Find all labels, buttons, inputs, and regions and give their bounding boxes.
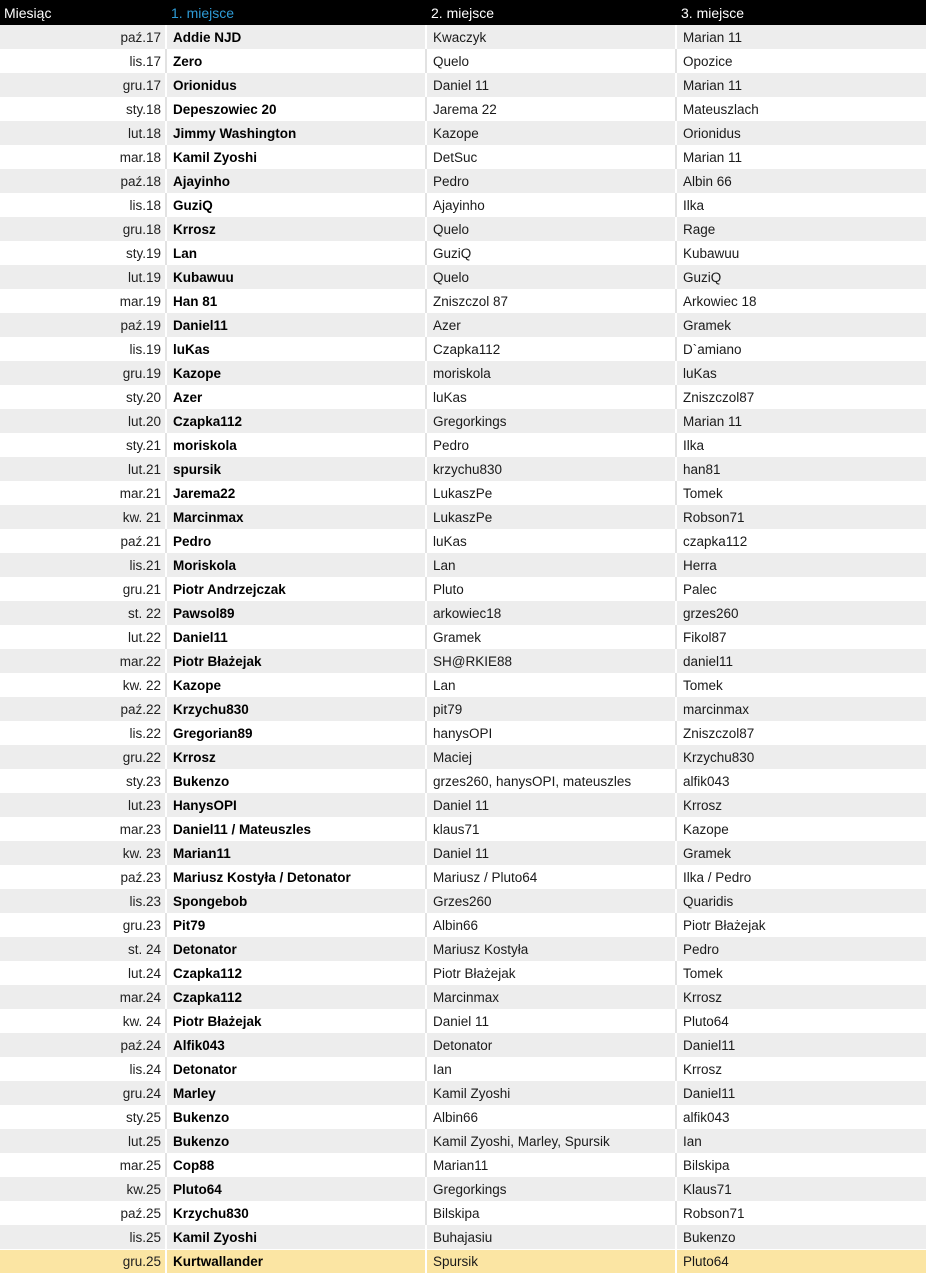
- first-cell: Zero: [165, 49, 425, 73]
- month-cell: gru.23: [0, 913, 165, 937]
- month-cell: gru.24: [0, 1081, 165, 1105]
- third-cell: Tomek: [675, 961, 926, 985]
- first-cell: Spongebob: [165, 889, 425, 913]
- third-cell: Albin 66: [675, 169, 926, 193]
- month-cell: kw. 23: [0, 841, 165, 865]
- month-cell: lis.19: [0, 337, 165, 361]
- first-cell: spursik: [165, 457, 425, 481]
- first-cell: Jarema22: [165, 481, 425, 505]
- table-row: [0, 385, 926, 409]
- month-cell: paź.24: [0, 1033, 165, 1057]
- third-cell: Ilka: [675, 433, 926, 457]
- third-cell: Rage: [675, 217, 926, 241]
- month-cell: st. 24: [0, 937, 165, 961]
- first-cell: Kazope: [165, 361, 425, 385]
- third-cell: Gramek: [675, 841, 926, 865]
- third-cell: Fikol87: [675, 625, 926, 649]
- table-row: [0, 985, 926, 1009]
- third-cell: Marian 11: [675, 409, 926, 433]
- second-cell: Quelo: [425, 49, 675, 73]
- table-row: [0, 73, 926, 97]
- second-cell: Pluto: [425, 577, 675, 601]
- third-cell: Piotr Błażejak: [675, 913, 926, 937]
- table-row: [0, 913, 926, 937]
- third-cell: Zniszczol87: [675, 721, 926, 745]
- second-cell: hanysOPI: [425, 721, 675, 745]
- table-row: [0, 121, 926, 145]
- third-cell: Arkowiec 18: [675, 289, 926, 313]
- first-cell: Pedro: [165, 529, 425, 553]
- second-cell: Daniel 11: [425, 793, 675, 817]
- first-cell: luKas: [165, 337, 425, 361]
- third-cell: Quaridis: [675, 889, 926, 913]
- table-row: [0, 769, 926, 793]
- column-header-first-place: 1. miejsce: [165, 0, 425, 25]
- month-cell: paź.25: [0, 1201, 165, 1225]
- third-cell: Klaus71: [675, 1177, 926, 1201]
- third-cell: Marian 11: [675, 73, 926, 97]
- second-cell: Albin66: [425, 913, 675, 937]
- third-cell: Pluto64: [675, 1009, 926, 1033]
- month-cell: gru.17: [0, 73, 165, 97]
- first-cell: Bukenzo: [165, 769, 425, 793]
- second-cell: Marcinmax: [425, 985, 675, 1009]
- second-cell: GuziQ: [425, 241, 675, 265]
- month-cell: lis.18: [0, 193, 165, 217]
- third-cell: Herra: [675, 553, 926, 577]
- third-cell: han81: [675, 457, 926, 481]
- third-cell: Tomek: [675, 481, 926, 505]
- second-cell: Kazope: [425, 121, 675, 145]
- second-cell: Grzes260: [425, 889, 675, 913]
- first-cell: Pit79: [165, 913, 425, 937]
- first-cell: Piotr Błażejak: [165, 649, 425, 673]
- second-cell: arkowiec18: [425, 601, 675, 625]
- second-cell: Lan: [425, 673, 675, 697]
- first-cell: Krrosz: [165, 745, 425, 769]
- table-row: [0, 97, 926, 121]
- first-cell: Daniel11 / Mateuszles: [165, 817, 425, 841]
- table-row: [0, 745, 926, 769]
- third-cell: Tomek: [675, 673, 926, 697]
- third-cell: Kazope: [675, 817, 926, 841]
- first-cell: Bukenzo: [165, 1129, 425, 1153]
- first-cell: Mariusz Kostyła / Detonator: [165, 865, 425, 889]
- table-row: [0, 649, 926, 673]
- table-row: [0, 409, 926, 433]
- header-row: [0, 0, 926, 25]
- first-cell: Kubawuu: [165, 265, 425, 289]
- month-cell: lis.22: [0, 721, 165, 745]
- table-row: [0, 433, 926, 457]
- month-cell: sty.19: [0, 241, 165, 265]
- third-cell: Ilka: [675, 193, 926, 217]
- month-cell: sty.20: [0, 385, 165, 409]
- table-row: [0, 1129, 926, 1153]
- first-cell: Krzychu830: [165, 697, 425, 721]
- second-cell: Jarema 22: [425, 97, 675, 121]
- second-cell: Ian: [425, 1057, 675, 1081]
- month-cell: lut.24: [0, 961, 165, 985]
- second-cell: Albin66: [425, 1105, 675, 1129]
- third-cell: Opozice: [675, 49, 926, 73]
- second-cell: Kamil Zyoshi, Marley, Spursik: [425, 1129, 675, 1153]
- month-cell: lut.22: [0, 625, 165, 649]
- table-row: [0, 145, 926, 169]
- second-cell: Spursik: [425, 1249, 675, 1273]
- table-row: [0, 1225, 926, 1249]
- table-row: [0, 1177, 926, 1201]
- table-row: [0, 1201, 926, 1225]
- second-cell: Daniel 11: [425, 73, 675, 97]
- third-cell: Marian 11: [675, 25, 926, 49]
- third-cell: Daniel11: [675, 1081, 926, 1105]
- third-cell: daniel11: [675, 649, 926, 673]
- table-row: [0, 337, 926, 361]
- third-cell: Ian: [675, 1129, 926, 1153]
- third-cell: luKas: [675, 361, 926, 385]
- month-cell: gru.18: [0, 217, 165, 241]
- first-cell: Pluto64: [165, 1177, 425, 1201]
- table-row: [0, 697, 926, 721]
- table-row: [0, 553, 926, 577]
- first-cell: Marian11: [165, 841, 425, 865]
- table-row: [0, 529, 926, 553]
- month-cell: kw.25: [0, 1177, 165, 1201]
- second-cell: Pedro: [425, 169, 675, 193]
- month-cell: mar.24: [0, 985, 165, 1009]
- table-row: [0, 721, 926, 745]
- first-cell: Czapka112: [165, 961, 425, 985]
- month-cell: paź.18: [0, 169, 165, 193]
- first-cell: Detonator: [165, 937, 425, 961]
- month-cell: lut.19: [0, 265, 165, 289]
- second-cell: Daniel 11: [425, 1009, 675, 1033]
- second-cell: DetSuc: [425, 145, 675, 169]
- table-row: [0, 817, 926, 841]
- month-cell: lut.21: [0, 457, 165, 481]
- table-row-highlighted: [0, 1249, 926, 1273]
- table-row: [0, 577, 926, 601]
- first-cell: Piotr Andrzejczak: [165, 577, 425, 601]
- month-cell: lis.17: [0, 49, 165, 73]
- column-header-third-place: 3. miejsce: [675, 0, 926, 25]
- third-cell: Kubawuu: [675, 241, 926, 265]
- second-cell: Gramek: [425, 625, 675, 649]
- column-header-month: Miesiąc: [0, 0, 165, 25]
- second-cell: Lan: [425, 553, 675, 577]
- table-row: [0, 1153, 926, 1177]
- second-cell: Quelo: [425, 265, 675, 289]
- table-row: [0, 1057, 926, 1081]
- third-cell: Krzychu830: [675, 745, 926, 769]
- month-cell: sty.21: [0, 433, 165, 457]
- first-cell: Krrosz: [165, 217, 425, 241]
- table-row: [0, 1105, 926, 1129]
- table-row: [0, 1009, 926, 1033]
- first-cell: Piotr Błażejak: [165, 1009, 425, 1033]
- first-cell: Orionidus: [165, 73, 425, 97]
- month-cell: paź.23: [0, 865, 165, 889]
- month-cell: kw. 21: [0, 505, 165, 529]
- table-body: [0, 25, 926, 1273]
- month-cell: sty.18: [0, 97, 165, 121]
- third-cell: Bukenzo: [675, 1225, 926, 1249]
- month-cell: gru.19: [0, 361, 165, 385]
- second-cell: Daniel 11: [425, 841, 675, 865]
- month-cell: lis.23: [0, 889, 165, 913]
- first-cell: Lan: [165, 241, 425, 265]
- month-cell: sty.23: [0, 769, 165, 793]
- month-cell: gru.25: [0, 1249, 165, 1273]
- column-header-second-place: 2. miejsce: [425, 0, 675, 25]
- third-cell: Pluto64: [675, 1249, 926, 1273]
- table-row: [0, 865, 926, 889]
- month-cell: paź.17: [0, 25, 165, 49]
- second-cell: Mariusz Kostyła: [425, 937, 675, 961]
- second-cell: pit79: [425, 697, 675, 721]
- month-cell: lut.23: [0, 793, 165, 817]
- month-cell: kw. 24: [0, 1009, 165, 1033]
- month-cell: gru.21: [0, 577, 165, 601]
- first-cell: Bukenzo: [165, 1105, 425, 1129]
- second-cell: Czapka112: [425, 337, 675, 361]
- second-cell: krzychu830: [425, 457, 675, 481]
- second-cell: Pedro: [425, 433, 675, 457]
- month-cell: lis.24: [0, 1057, 165, 1081]
- month-cell: st. 22: [0, 601, 165, 625]
- third-cell: Pedro: [675, 937, 926, 961]
- first-cell: Czapka112: [165, 985, 425, 1009]
- table-row: [0, 961, 926, 985]
- first-cell: Marcinmax: [165, 505, 425, 529]
- month-cell: paź.19: [0, 313, 165, 337]
- third-cell: Mateuszlach: [675, 97, 926, 121]
- table-row: [0, 313, 926, 337]
- table-row: [0, 673, 926, 697]
- second-cell: grzes260, hanysOPI, mateuszles: [425, 769, 675, 793]
- first-cell: Alfik043: [165, 1033, 425, 1057]
- third-cell: Zniszczol87: [675, 385, 926, 409]
- table-row: [0, 217, 926, 241]
- first-cell: Cop88: [165, 1153, 425, 1177]
- first-cell: Jimmy Washington: [165, 121, 425, 145]
- second-cell: Zniszczol 87: [425, 289, 675, 313]
- first-cell: Gregorian89: [165, 721, 425, 745]
- month-cell: kw. 22: [0, 673, 165, 697]
- second-cell: Mariusz / Pluto64: [425, 865, 675, 889]
- second-cell: Buhajasiu: [425, 1225, 675, 1249]
- first-cell: Ajayinho: [165, 169, 425, 193]
- second-cell: Detonator: [425, 1033, 675, 1057]
- first-cell: Daniel11: [165, 625, 425, 649]
- first-cell: Kamil Zyoshi: [165, 145, 425, 169]
- third-cell: Gramek: [675, 313, 926, 337]
- third-cell: Orionidus: [675, 121, 926, 145]
- third-cell: GuziQ: [675, 265, 926, 289]
- month-cell: lut.20: [0, 409, 165, 433]
- table-row: [0, 289, 926, 313]
- second-cell: Kwaczyk: [425, 25, 675, 49]
- month-cell: mar.18: [0, 145, 165, 169]
- third-cell: Ilka / Pedro: [675, 865, 926, 889]
- second-cell: moriskola: [425, 361, 675, 385]
- month-cell: lut.25: [0, 1129, 165, 1153]
- table-row: [0, 361, 926, 385]
- third-cell: Daniel11: [675, 1033, 926, 1057]
- first-cell: Kurtwallander: [165, 1249, 425, 1273]
- month-cell: mar.22: [0, 649, 165, 673]
- second-cell: klaus71: [425, 817, 675, 841]
- second-cell: Gregorkings: [425, 1177, 675, 1201]
- table-row: [0, 601, 926, 625]
- table-row: [0, 265, 926, 289]
- third-cell: czapka112: [675, 529, 926, 553]
- month-cell: lis.25: [0, 1225, 165, 1249]
- first-cell: Azer: [165, 385, 425, 409]
- table-row: [0, 625, 926, 649]
- month-cell: paź.22: [0, 697, 165, 721]
- table-row: [0, 889, 926, 913]
- third-cell: Robson71: [675, 505, 926, 529]
- table-row: [0, 25, 926, 49]
- first-cell: Pawsol89: [165, 601, 425, 625]
- third-cell: D`amiano: [675, 337, 926, 361]
- second-cell: Ajayinho: [425, 193, 675, 217]
- second-cell: Marian11: [425, 1153, 675, 1177]
- third-cell: alfik043: [675, 769, 926, 793]
- third-cell: Robson71: [675, 1201, 926, 1225]
- table-row: [0, 793, 926, 817]
- first-cell: Kazope: [165, 673, 425, 697]
- month-cell: mar.21: [0, 481, 165, 505]
- third-cell: Bilskipa: [675, 1153, 926, 1177]
- second-cell: luKas: [425, 385, 675, 409]
- table-row: [0, 241, 926, 265]
- table-row: [0, 1081, 926, 1105]
- first-cell: Daniel11: [165, 313, 425, 337]
- third-cell: alfik043: [675, 1105, 926, 1129]
- second-cell: SH@RKIE88: [425, 649, 675, 673]
- second-cell: Kamil Zyoshi: [425, 1081, 675, 1105]
- table-row: [0, 169, 926, 193]
- table-row: [0, 505, 926, 529]
- table-row: [0, 49, 926, 73]
- first-cell: Depeszowiec 20: [165, 97, 425, 121]
- month-cell: lis.21: [0, 553, 165, 577]
- second-cell: Azer: [425, 313, 675, 337]
- second-cell: Bilskipa: [425, 1201, 675, 1225]
- third-cell: Marian 11: [675, 145, 926, 169]
- month-cell: lut.18: [0, 121, 165, 145]
- first-cell: HanysOPI: [165, 793, 425, 817]
- month-cell: mar.25: [0, 1153, 165, 1177]
- second-cell: luKas: [425, 529, 675, 553]
- table-row: [0, 1033, 926, 1057]
- first-cell: Addie NJD: [165, 25, 425, 49]
- month-cell: gru.22: [0, 745, 165, 769]
- table-row: [0, 937, 926, 961]
- table-row: [0, 457, 926, 481]
- first-cell: Detonator: [165, 1057, 425, 1081]
- table-row: [0, 193, 926, 217]
- month-cell: sty.25: [0, 1105, 165, 1129]
- first-cell: GuziQ: [165, 193, 425, 217]
- third-cell: marcinmax: [675, 697, 926, 721]
- first-cell: Czapka112: [165, 409, 425, 433]
- first-cell: Han 81: [165, 289, 425, 313]
- second-cell: Piotr Błażejak: [425, 961, 675, 985]
- third-cell: grzes260: [675, 601, 926, 625]
- table-row: [0, 841, 926, 865]
- first-cell: Marley: [165, 1081, 425, 1105]
- second-cell: Gregorkings: [425, 409, 675, 433]
- first-cell: Krzychu830: [165, 1201, 425, 1225]
- first-cell: Kamil Zyoshi: [165, 1225, 425, 1249]
- third-cell: Krrosz: [675, 1057, 926, 1081]
- month-cell: mar.19: [0, 289, 165, 313]
- second-cell: Quelo: [425, 217, 675, 241]
- second-cell: LukaszPe: [425, 481, 675, 505]
- first-cell: Moriskola: [165, 553, 425, 577]
- second-cell: LukaszPe: [425, 505, 675, 529]
- month-cell: paź.21: [0, 529, 165, 553]
- month-cell: mar.23: [0, 817, 165, 841]
- third-cell: Krrosz: [675, 793, 926, 817]
- third-cell: Palec: [675, 577, 926, 601]
- first-cell: moriskola: [165, 433, 425, 457]
- third-cell: Krrosz: [675, 985, 926, 1009]
- table-row: [0, 481, 926, 505]
- second-cell: Maciej: [425, 745, 675, 769]
